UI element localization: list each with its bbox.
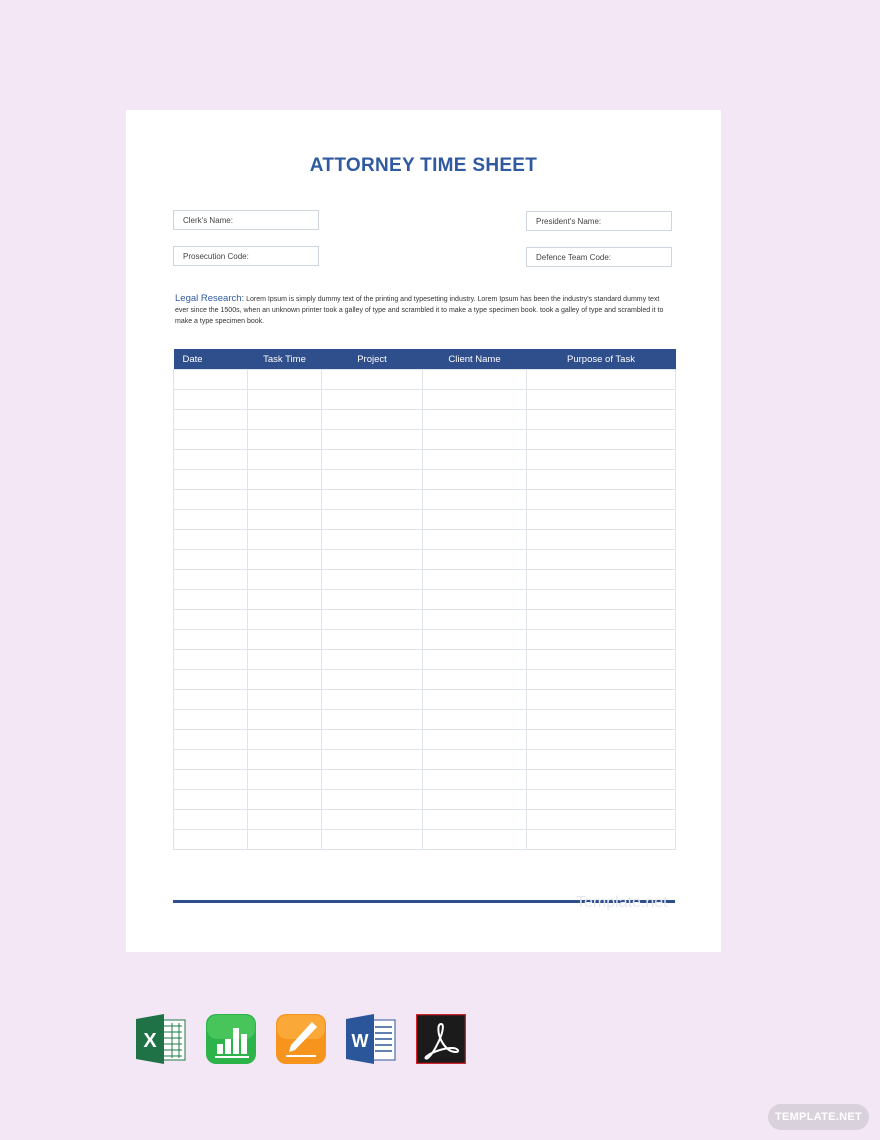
table-cell[interactable] xyxy=(248,610,322,630)
table-cell[interactable] xyxy=(248,630,322,650)
table-cell[interactable] xyxy=(174,450,248,470)
table-row xyxy=(174,830,676,850)
table-cell[interactable] xyxy=(174,650,248,670)
table-cell[interactable] xyxy=(322,450,423,470)
table-row xyxy=(174,530,676,550)
table-cell[interactable] xyxy=(527,770,676,790)
svg-text:X: X xyxy=(143,1030,157,1052)
table-cell[interactable] xyxy=(248,670,322,690)
table-cell[interactable] xyxy=(248,530,322,550)
table-row xyxy=(174,650,676,670)
table-cell[interactable] xyxy=(322,550,423,570)
table-cell[interactable] xyxy=(174,470,248,490)
table-cell[interactable] xyxy=(174,730,248,750)
table-row xyxy=(174,730,676,750)
table-cell[interactable] xyxy=(527,710,676,730)
table-cell[interactable] xyxy=(174,590,248,610)
table-cell[interactable] xyxy=(322,710,423,730)
excel-icon[interactable] xyxy=(136,1014,186,1064)
table-cell[interactable] xyxy=(423,430,527,450)
table-cell[interactable] xyxy=(174,490,248,510)
table-row xyxy=(174,510,676,530)
legal-research-paragraph xyxy=(175,293,673,327)
table-cell[interactable] xyxy=(248,590,322,610)
table-cell[interactable] xyxy=(527,630,676,650)
table-cell[interactable] xyxy=(248,370,322,390)
header-task-time: Task Time xyxy=(248,349,322,370)
header-client-name: Client Name xyxy=(423,349,527,370)
table-cell[interactable] xyxy=(527,730,676,750)
table-row xyxy=(174,750,676,770)
table-cell[interactable] xyxy=(527,490,676,510)
table-cell[interactable] xyxy=(248,450,322,470)
table-cell[interactable] xyxy=(248,650,322,670)
table-cell[interactable] xyxy=(248,690,322,710)
table-cell[interactable] xyxy=(322,470,423,490)
table-row xyxy=(174,470,676,490)
table-cell[interactable] xyxy=(174,550,248,570)
table-cell[interactable] xyxy=(423,810,527,830)
table-cell[interactable] xyxy=(174,830,248,850)
table-row xyxy=(174,630,676,650)
table-cell[interactable] xyxy=(527,390,676,410)
header-date: Date xyxy=(174,349,248,370)
table-row xyxy=(174,590,676,610)
table-row xyxy=(174,410,676,430)
table-row xyxy=(174,430,676,450)
table-cell[interactable] xyxy=(527,570,676,590)
table-cell[interactable] xyxy=(174,390,248,410)
table-cell[interactable] xyxy=(322,630,423,650)
table-cell[interactable] xyxy=(322,570,423,590)
table-cell[interactable] xyxy=(527,610,676,630)
table-cell[interactable] xyxy=(322,690,423,710)
table-cell[interactable] xyxy=(423,790,527,810)
table-cell[interactable] xyxy=(174,570,248,590)
table-cell[interactable] xyxy=(248,410,322,430)
table-row xyxy=(174,370,676,390)
table-cell[interactable] xyxy=(527,450,676,470)
table-cell[interactable] xyxy=(527,510,676,530)
table-cell[interactable] xyxy=(322,430,423,450)
table-row xyxy=(174,690,676,710)
table-cell[interactable] xyxy=(174,750,248,770)
table-cell[interactable] xyxy=(423,630,527,650)
table-cell[interactable] xyxy=(423,510,527,530)
table-cell[interactable] xyxy=(322,650,423,670)
table-cell[interactable] xyxy=(527,650,676,670)
table-cell[interactable] xyxy=(248,550,322,570)
table-cell[interactable] xyxy=(248,570,322,590)
time-sheet-table xyxy=(173,349,676,850)
table-cell[interactable] xyxy=(423,610,527,630)
table-cell[interactable] xyxy=(527,810,676,830)
table-row xyxy=(174,570,676,590)
table-cell[interactable] xyxy=(174,810,248,830)
table-cell[interactable] xyxy=(423,410,527,430)
table-cell[interactable] xyxy=(423,730,527,750)
table-row xyxy=(174,450,676,470)
table-row xyxy=(174,790,676,810)
table-cell[interactable] xyxy=(527,830,676,850)
table-cell[interactable] xyxy=(174,430,248,450)
table-cell[interactable] xyxy=(322,610,423,630)
table-row xyxy=(174,390,676,410)
table-cell[interactable] xyxy=(423,470,527,490)
prosecution-code-field[interactable]: Prosecution Code: xyxy=(173,246,319,266)
pages-icon[interactable] xyxy=(276,1014,326,1064)
table-row xyxy=(174,810,676,830)
header-project: Project xyxy=(322,349,423,370)
table-cell[interactable] xyxy=(527,690,676,710)
table-cell[interactable] xyxy=(423,390,527,410)
table-cell[interactable] xyxy=(527,530,676,550)
table-cell[interactable] xyxy=(174,610,248,630)
svg-text:W: W xyxy=(351,1031,369,1051)
table-cell[interactable] xyxy=(527,670,676,690)
table-cell[interactable] xyxy=(322,670,423,690)
table-cell[interactable] xyxy=(527,790,676,810)
table-cell[interactable] xyxy=(423,530,527,550)
table-cell[interactable] xyxy=(322,750,423,770)
table-cell[interactable] xyxy=(527,750,676,770)
table-cell[interactable] xyxy=(527,550,676,570)
template-net-badge[interactable]: TEMPLATE.NET xyxy=(768,1104,869,1130)
table-cell[interactable] xyxy=(322,490,423,510)
table-row xyxy=(174,610,676,630)
table-cell[interactable] xyxy=(322,410,423,430)
table-cell[interactable] xyxy=(174,690,248,710)
clerk-name-field[interactable]: Clerk's Name: xyxy=(173,210,319,230)
table-cell[interactable] xyxy=(423,570,527,590)
table-cell[interactable] xyxy=(174,410,248,430)
acrobat-icon[interactable] xyxy=(416,1014,466,1064)
table-cell[interactable] xyxy=(248,490,322,510)
table-cell[interactable] xyxy=(423,490,527,510)
table-cell[interactable] xyxy=(527,470,676,490)
table-cell[interactable] xyxy=(527,590,676,610)
table-cell[interactable] xyxy=(248,730,322,750)
table-cell[interactable] xyxy=(174,790,248,810)
table-cell[interactable] xyxy=(423,650,527,670)
table-cell[interactable] xyxy=(174,770,248,790)
table-cell[interactable] xyxy=(174,530,248,550)
table-cell[interactable] xyxy=(174,710,248,730)
table-cell[interactable] xyxy=(423,830,527,850)
table-header-row xyxy=(174,349,676,370)
table-cell[interactable] xyxy=(527,430,676,450)
table-cell[interactable] xyxy=(423,710,527,730)
table-cell[interactable] xyxy=(248,470,322,490)
table-cell[interactable] xyxy=(423,770,527,790)
table-cell[interactable] xyxy=(174,630,248,650)
table-cell[interactable] xyxy=(322,790,423,810)
table-cell[interactable] xyxy=(423,670,527,690)
legal-research-label: Legal Research: xyxy=(175,293,245,304)
header-purpose-of-task: Purpose of Task xyxy=(527,349,676,370)
defence-team-code-field[interactable]: Defence Team Code: xyxy=(526,247,672,267)
table-cell[interactable] xyxy=(322,370,423,390)
table-cell[interactable] xyxy=(423,750,527,770)
table-cell[interactable] xyxy=(527,370,676,390)
word-icon[interactable] xyxy=(346,1014,396,1064)
watermark: Template.net xyxy=(576,894,668,911)
table-cell[interactable] xyxy=(322,830,423,850)
table-cell[interactable] xyxy=(322,510,423,530)
table-cell[interactable] xyxy=(423,450,527,470)
table-cell[interactable] xyxy=(248,790,322,810)
table-cell[interactable] xyxy=(248,710,322,730)
table-cell[interactable] xyxy=(423,690,527,710)
table-cell[interactable] xyxy=(322,770,423,790)
table-cell[interactable] xyxy=(248,390,322,410)
table-cell[interactable] xyxy=(248,830,322,850)
page-title: ATTORNEY TIME SHEET xyxy=(309,155,538,176)
table-cell[interactable] xyxy=(174,370,248,390)
table-cell[interactable] xyxy=(527,410,676,430)
numbers-icon[interactable] xyxy=(206,1014,256,1064)
table-cell[interactable] xyxy=(322,810,423,830)
table-cell[interactable] xyxy=(248,510,322,530)
table-cell[interactable] xyxy=(248,770,322,790)
table-cell[interactable] xyxy=(423,550,527,570)
table-cell[interactable] xyxy=(423,370,527,390)
table-body xyxy=(174,370,676,850)
table-row xyxy=(174,710,676,730)
table-cell[interactable] xyxy=(322,530,423,550)
table-cell[interactable] xyxy=(174,510,248,530)
table-cell[interactable] xyxy=(248,750,322,770)
legal-research-text: Lorem Ipsum is simply dummy text of the printing and typesetting industry. Lorem Ipsum has been the industry's standard dummy text ever since the 1500s, when an unknown printer took a galley of type and scrambled it to make a type specimen book. took a galley of type and scrambled it to make a type specimen book. xyxy=(175,296,664,325)
table-cell[interactable] xyxy=(423,590,527,610)
table-row xyxy=(174,490,676,510)
table-cell[interactable] xyxy=(322,390,423,410)
table-row xyxy=(174,670,676,690)
document-page xyxy=(126,110,721,952)
table-cell[interactable] xyxy=(322,730,423,750)
table-row xyxy=(174,550,676,570)
table-row xyxy=(174,770,676,790)
table-cell[interactable] xyxy=(248,810,322,830)
president-name-field[interactable]: President's Name: xyxy=(526,211,672,231)
table-cell[interactable] xyxy=(322,590,423,610)
table-cell[interactable] xyxy=(174,670,248,690)
table-cell[interactable] xyxy=(248,430,322,450)
